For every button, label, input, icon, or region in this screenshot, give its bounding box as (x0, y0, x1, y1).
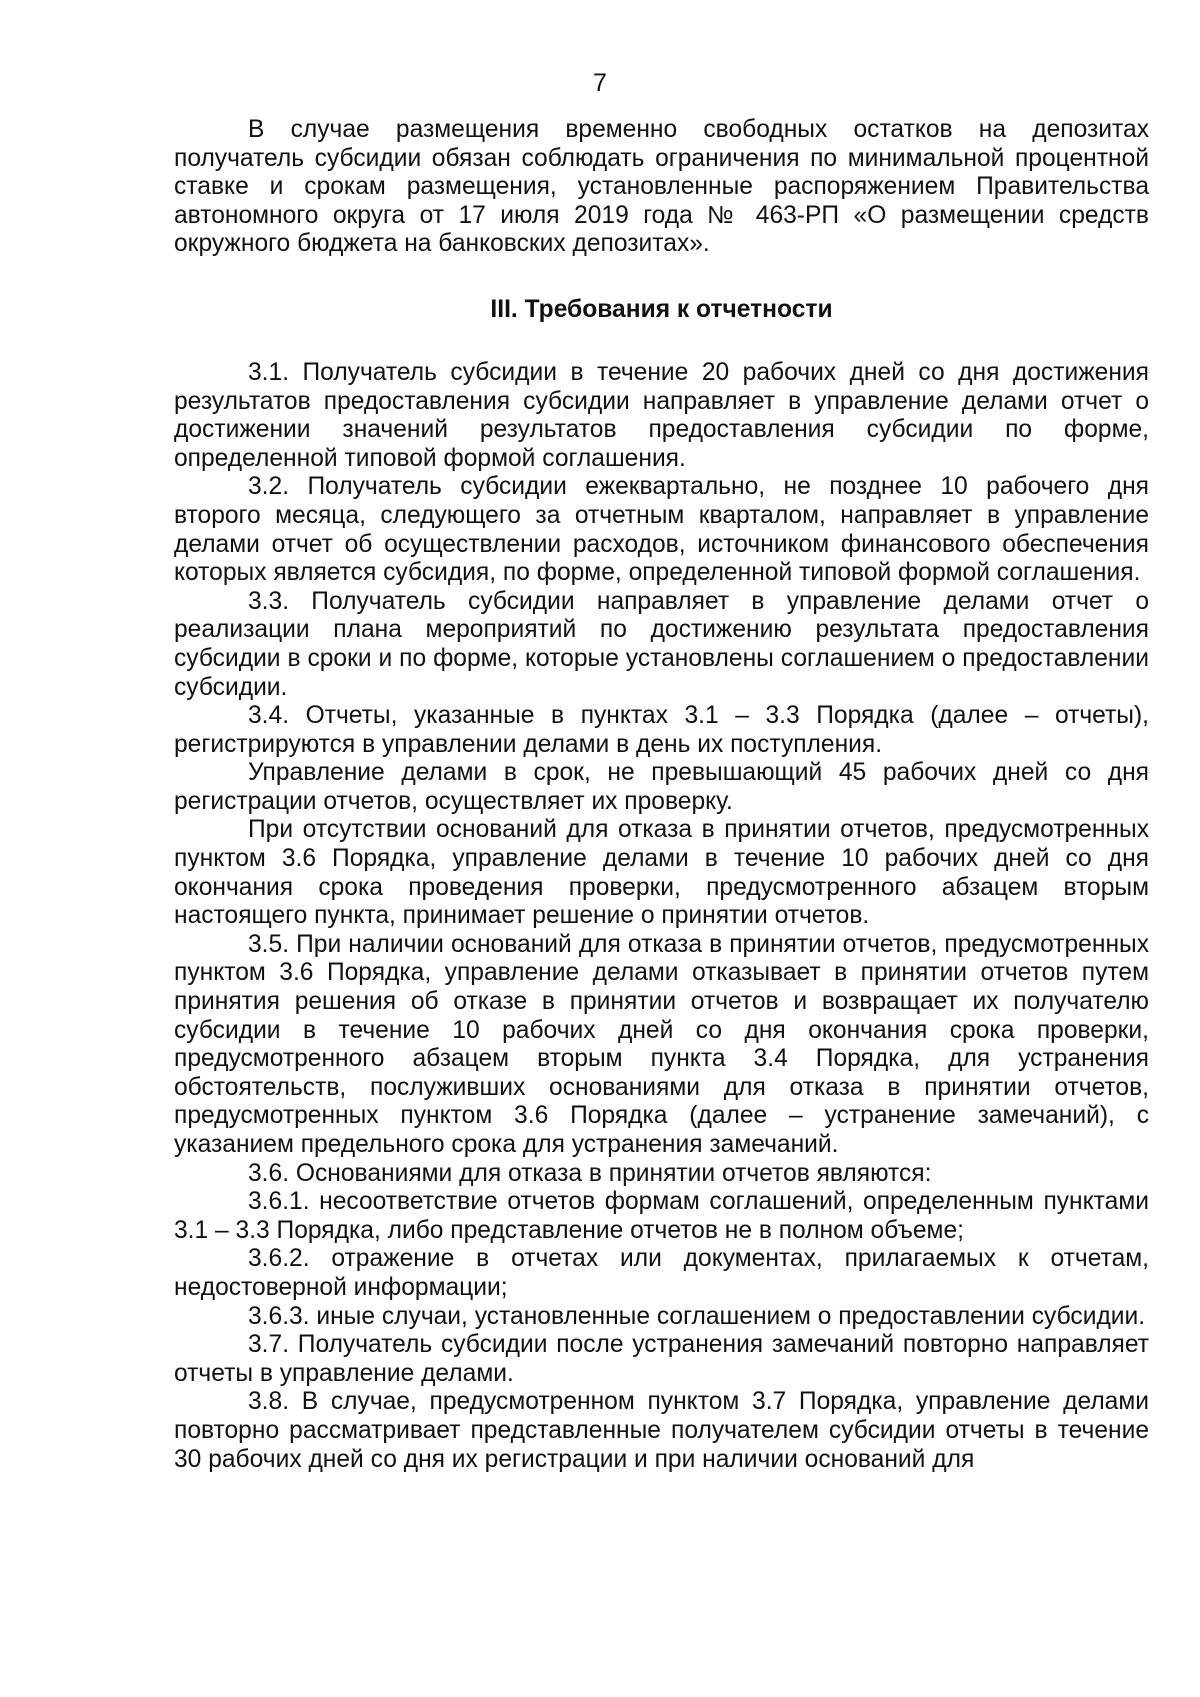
paragraph-3-1: 3.1. Получатель субсидии в течение 20 рабочих дней со дня достижения результатов предоставления субсидии направляет в управление делами отчет о достижении значений результатов предоставления субсидии по форме, определенной типовой формой соглашения. (174, 358, 1149, 472)
page-number: 7 (593, 69, 607, 97)
paragraph-3-6-1: 3.6.1. несоответствие отчетов формам соглашений, определенным пунктами 3.1 – 3.3 Порядка, либо представление отчетов не в полном объеме; (174, 1188, 1149, 1244)
paragraph-intro: В случае размещения временно свободных остатков на депозитах получатель субсидии обязан соблюдать ограничения по минимальной процентной ставке и срокам размещения, установленные распоряжением Правительства автономного округа от 17 июля 2019 года № 463-РП «О размещении средств окружного бюджета на банковских депозитах». (174, 116, 1149, 258)
paragraph-3-5: 3.5. При наличии оснований для отказа в принятии отчетов, предусмотренных пунктом 3.6 Порядка, управление делами отказывает в принятии отчетов путем принятия решения об отказе в принятии отчетов и возвращает их получателю субсидии в течение 10 рабочих дней со дня окончания срока проверки, предусмотренного абзацем вторым пункта 3.4 Порядка, для устранения обстоятельств, послуживших основаниями для отказа в принятии отчетов, предусмотренных пунктом 3.6 Порядка (далее – устранение замечаний), с указанием предельного срока для устранения замечаний. (174, 930, 1149, 1158)
paragraph-3-4-acceptance: При отсутствии оснований для отказа в принятии отчетов, предусмотренных пунктом 3.6 Порядка, управление делами в течение 10 рабочих дней со дня окончания срока проведения проверки, предусмотренного абзацем вторым настоящего пункта, принимает решение о принятии отчетов. (174, 816, 1149, 930)
paragraph-3-6: 3.6. Основаниями для отказа в принятии отчетов являются: (248, 1159, 932, 1187)
paragraph-3-3: 3.3. Получатель субсидии направляет в управление делами отчет о реализации плана мероприятий по достижению результата предоставления субсидии в сроки и по форме, которые установлены соглашением о предоставлении субсидии. (174, 587, 1149, 701)
paragraph-3-7: 3.7. Получатель субсидии после устранения замечаний повторно направляет отчеты в управление делами. (174, 1331, 1149, 1387)
section-title: III. Требования к отчетности (490, 295, 833, 323)
paragraph-3-4-review: Управление делами в срок, не превышающий 45 рабочих дней со дня регистрации отчетов, осуществляет их проверку. (174, 759, 1149, 815)
paragraph-3-6-3: 3.6.3. иные случаи, установленные соглашением о предоставлении субсидии. (248, 1302, 1146, 1330)
paragraph-3-8: 3.8. В случае, предусмотренном пунктом 3.7 Порядка, управление делами повторно рассматривает представленные получателем субсидии отчеты в течение 30 рабочих дней со дня их регистрации и при наличии оснований для (174, 1388, 1149, 1473)
paragraph-3-6-2: 3.6.2. отражение в отчетах или документах, прилагаемых к отчетам, недостоверной информации; (174, 1245, 1149, 1301)
document-body (174, 116, 1149, 1474)
paragraph-3-2: 3.2. Получатель субсидии ежеквартально, не позднее 10 рабочего дня второго месяца, следующего за отчетным кварталом, направляет в управление делами отчет об осуществлении расходов, источником финансового обеспечения которых является субсидия, по форме, определенной типовой формой соглашения. (174, 473, 1149, 587)
paragraph-3-4: 3.4. Отчеты, указанные в пунктах 3.1 – 3.3 Порядка (далее – отчеты), регистрируются в управлении делами в день их поступления. (174, 702, 1149, 758)
